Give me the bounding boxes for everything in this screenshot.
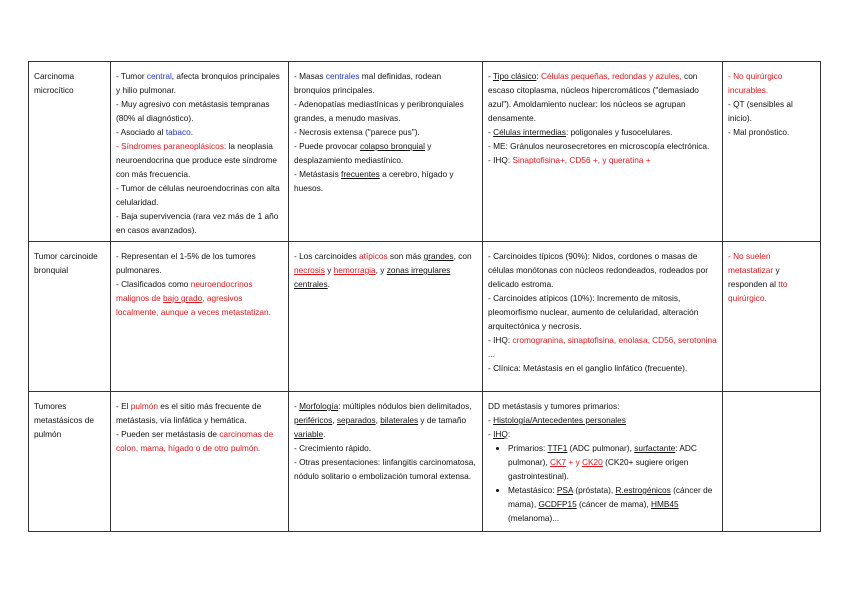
text-run: surfactante bbox=[634, 443, 676, 453]
text-run: y responden al bbox=[728, 265, 780, 289]
text-run: separados bbox=[336, 415, 376, 425]
text-run: - bbox=[488, 429, 494, 439]
text-run: neuroendocrinos malignos de bbox=[116, 279, 253, 303]
text-run: - Clínica: Metástasis en el ganglio linfático (frecuente). bbox=[488, 363, 688, 373]
list-item bbox=[508, 441, 717, 483]
text-run: (cáncer de mama), bbox=[508, 485, 713, 509]
text-run: TTF1 bbox=[547, 443, 568, 453]
text-run: PSA bbox=[556, 485, 574, 495]
text-run: - IHQ: bbox=[488, 155, 513, 165]
text-run: Tipo clásico bbox=[492, 71, 537, 81]
text-run: R.estrogénicos bbox=[615, 485, 671, 495]
text-run: - Asociado al bbox=[116, 127, 166, 137]
text-run: son más bbox=[387, 251, 424, 261]
radiologia-cell bbox=[289, 62, 483, 242]
text-run: , y bbox=[375, 265, 387, 275]
text-run: : ADC pulmonar), bbox=[508, 443, 697, 467]
text-run: : poligonales y fusocelulares. bbox=[565, 127, 673, 137]
text-run: - Los carcinoides bbox=[294, 251, 360, 261]
text-run: la neoplasia neuroendocrina que produce este síndrome con más frecuencia. bbox=[116, 141, 277, 179]
text-run: - Muy agresivo con metástasis tempranas (80% al diagnóstico). bbox=[116, 99, 270, 123]
text-run: - El bbox=[116, 401, 131, 411]
text-run: (melanoma)... bbox=[508, 513, 560, 523]
patologia-cell bbox=[483, 242, 723, 392]
table-row-carcinoma-microcitico bbox=[29, 62, 821, 242]
text-run: colapso bronquial bbox=[359, 141, 425, 151]
text-run: tabaco bbox=[165, 127, 191, 137]
text-run: - Carcinoides típicos (90%): Nidos, cordones o masas de células monótonas con núcleos redondeados, rodeados por delicado estroma. bbox=[488, 251, 709, 289]
text-run: zonas irregulares centrales bbox=[294, 265, 451, 289]
text-run: centrales bbox=[325, 71, 360, 81]
text-run: HMB45 bbox=[650, 499, 679, 509]
text-run: - Adenopatías mediastínicas y peribronquiales grandes, a menudo masivas. bbox=[294, 99, 464, 123]
text-run: hemorragia bbox=[333, 265, 376, 275]
text-run: - Tumor de células neuroendocrinas con alta celularidad. bbox=[116, 183, 280, 207]
text-run: - bbox=[488, 415, 494, 425]
text-run: Morfología bbox=[299, 401, 339, 411]
text-run: - No suelen metastatizar bbox=[728, 251, 774, 275]
text-run: central bbox=[146, 71, 172, 81]
list-item bbox=[508, 483, 717, 525]
text-run: , bbox=[375, 415, 381, 425]
row-name-cell bbox=[29, 62, 111, 242]
text-run: : bbox=[536, 71, 542, 81]
row-name-cell bbox=[29, 392, 111, 532]
text-run: - ME: Gránulos neurosecretores en microscopía electrónica. bbox=[488, 141, 710, 151]
text-run: - Metástasis bbox=[294, 169, 342, 179]
tratamiento-cell bbox=[723, 392, 821, 532]
text-run: IHQ bbox=[493, 429, 508, 439]
text-run: CK20 bbox=[582, 457, 603, 467]
patologia-cell bbox=[483, 392, 723, 532]
text-run: - Síndromes paraneoplásicos: bbox=[116, 141, 227, 151]
text-run: carcinomas de colon, mama, hígado o de otro pulmón. bbox=[116, 429, 274, 453]
text-run: y desplazamiento mediastínico. bbox=[294, 141, 432, 165]
text-run: - Masas bbox=[294, 71, 326, 81]
text-run: y de tamaño bbox=[418, 415, 467, 425]
text-run: , con bbox=[453, 251, 472, 261]
text-run: - Necrosis extensa ("parece pus"). bbox=[294, 127, 420, 137]
text-run: : múltiples nódulos bien delimitados, bbox=[338, 401, 472, 411]
text-run: - IHQ: bbox=[488, 335, 513, 345]
text-run: - Representan el 1-5% de los tumores pulmonares. bbox=[116, 251, 256, 275]
text-run: bilaterales bbox=[380, 415, 419, 425]
text-run: (CK20+ sugiere origen gastrointestinal). bbox=[508, 457, 689, 481]
text-run: - Carcinoides atípicos (10%): Incremento de mitosis, pleomorfismo nuclear, aumento de celularidad, alteración arquitectónica y necrosis. bbox=[488, 293, 699, 331]
text-run: ... bbox=[488, 349, 495, 359]
clinica-cell bbox=[111, 62, 289, 242]
text-run: - bbox=[488, 127, 494, 137]
text-run: atípicos bbox=[359, 251, 388, 261]
text-run: . bbox=[327, 279, 330, 289]
text-run: + y bbox=[566, 457, 583, 467]
text-run: Sinaptofisina+, CD56 +, y queratina + bbox=[512, 155, 651, 165]
text-run: frecuentes bbox=[341, 169, 380, 179]
text-run: - bbox=[294, 401, 300, 411]
text-run: - No quirúrgico incurables. bbox=[728, 71, 783, 95]
text-run: Primarios: bbox=[508, 443, 548, 453]
text-run: . bbox=[190, 127, 194, 137]
text-run: . bbox=[323, 429, 326, 439]
text-run: , afecta bronquios principales y hilio pulmonar. bbox=[116, 71, 280, 95]
text-run: pulmón bbox=[130, 401, 158, 411]
row-name-cell bbox=[29, 242, 111, 392]
text-run: - Clasificados como bbox=[116, 279, 191, 289]
clinica-cell bbox=[111, 392, 289, 532]
text-run: es el sitio más frecuente de metástasis, vía linfática y hemática. bbox=[116, 401, 262, 425]
clinica-cell bbox=[111, 242, 289, 392]
patologia-cell bbox=[483, 62, 723, 242]
ihq-list bbox=[488, 441, 717, 525]
text-run: Histología/Antecedentes personales bbox=[493, 415, 626, 425]
text-run: - QT (sensibles al inicio). bbox=[728, 99, 793, 123]
text-run: - Crecimiento rápido. bbox=[294, 443, 372, 453]
text-run: - bbox=[488, 71, 493, 81]
table-row-tumores-metastasicos bbox=[29, 392, 821, 532]
text-run: - Otras presentaciones: linfangitis carcinomatosa, nódulo solitario o embolización tumoral extensa. bbox=[294, 457, 476, 481]
text-run: necrosis bbox=[294, 265, 325, 275]
text-run: Células pequeñas, redondas y azules, bbox=[541, 71, 682, 81]
text-run: CK7 bbox=[549, 457, 567, 467]
text-run: (próstata), bbox=[573, 485, 616, 495]
text-run: periféricos bbox=[294, 415, 333, 425]
text-run: - Pueden ser metástasis de bbox=[116, 429, 220, 439]
tumor-table bbox=[28, 61, 821, 532]
tratamiento-cell bbox=[723, 62, 821, 242]
tratamiento-cell bbox=[723, 242, 821, 392]
text-run: Metastásico: bbox=[508, 485, 557, 495]
text-run: grandes bbox=[423, 251, 454, 261]
text-run: DD metástasis y tumores primarios: bbox=[488, 401, 620, 411]
text-run: : bbox=[507, 429, 511, 439]
text-run: - Tumor bbox=[116, 71, 147, 81]
text-run: (ADC pulmonar), bbox=[567, 443, 635, 453]
text-run: - Mal pronóstico. bbox=[728, 127, 790, 137]
row-name: Carcinoma microcítico bbox=[34, 71, 75, 95]
text-run: (cáncer de mama), bbox=[576, 499, 651, 509]
table-row-tumor-carcinoide bbox=[29, 242, 821, 392]
text-run: GCDFP15 bbox=[538, 499, 577, 509]
text-run: , agresivos localmente, aunque a veces metastatizan. bbox=[116, 293, 271, 317]
radiologia-cell bbox=[289, 392, 483, 532]
row-name: Tumor carcinoide bronquial bbox=[34, 251, 98, 275]
text-run: cromogranina, sinaptofisina, enolasa, CD56, serotonina bbox=[512, 335, 717, 345]
text-run: a cerebro, hígado y huesos. bbox=[294, 169, 454, 193]
text-run: mal definidas, rodean bronquios principales. bbox=[294, 71, 442, 95]
text-run: - Puede provocar bbox=[294, 141, 360, 151]
text-run: y bbox=[324, 265, 334, 275]
text-run: con escaso citoplasma, núcleos hipercromáticos ("demasiado azul"). Amoldamiento nuclear: los núcleos se agrupan densamente. bbox=[488, 71, 699, 123]
text-run: - Baja supervivencia (rara vez más de 1 año en casos avanzados). bbox=[116, 211, 279, 235]
text-run: tto quirúrgico. bbox=[728, 279, 788, 303]
text-run: bajo grado bbox=[163, 293, 203, 303]
radiologia-cell bbox=[289, 242, 483, 392]
text-run: Células intermedias bbox=[493, 127, 566, 137]
text-run: , bbox=[332, 415, 337, 425]
text-run: variable bbox=[294, 429, 324, 439]
row-name: Tumores metastásicos de pulmón bbox=[34, 401, 94, 439]
